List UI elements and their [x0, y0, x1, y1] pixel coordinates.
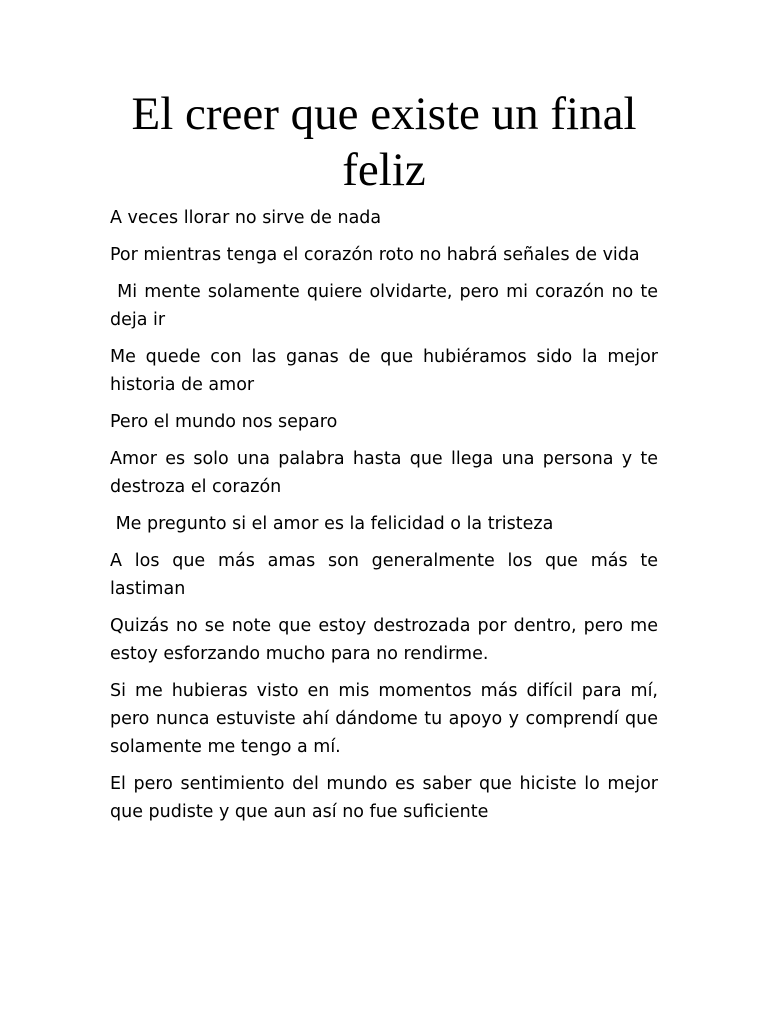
paragraph: Mi mente solamente quiere olvidarte, pero mi corazón no te deja ir — [110, 282, 658, 330]
document-title: El creer que existe un final feliz — [131, 88, 637, 196]
paragraph: Me pregunto si el amor es la felicidad o la tristeza — [110, 514, 554, 534]
paragraph: El pero sentimiento del mundo es saber que hiciste lo mejor que pudiste y que aun así no fue suficiente — [110, 774, 658, 822]
paragraph: A los que más amas son generalmente los que más te lastiman — [110, 551, 658, 599]
paragraph: Si me hubieras visto en mis momentos más difícil para mí, pero nunca estuviste ahí dándome tu apoyo y comprendí que solamente me tengo a mí. — [110, 681, 658, 757]
paragraph: Por mientras tenga el corazón roto no habrá señales de vida — [110, 245, 640, 265]
paragraph: A veces llorar no sirve de nada — [110, 208, 382, 228]
document-body — [110, 204, 658, 835]
paragraph: Amor es solo una palabra hasta que llega una persona y te destroza el corazón — [110, 449, 658, 497]
paragraph: Quizás no se note que estoy destrozada por dentro, pero me estoy esforzando mucho para no rendirme. — [110, 616, 658, 664]
paragraph: Me quede con las ganas de que hubiéramos sido la mejor historia de amor — [110, 347, 658, 395]
paragraph: Pero el mundo nos separo — [110, 412, 338, 432]
